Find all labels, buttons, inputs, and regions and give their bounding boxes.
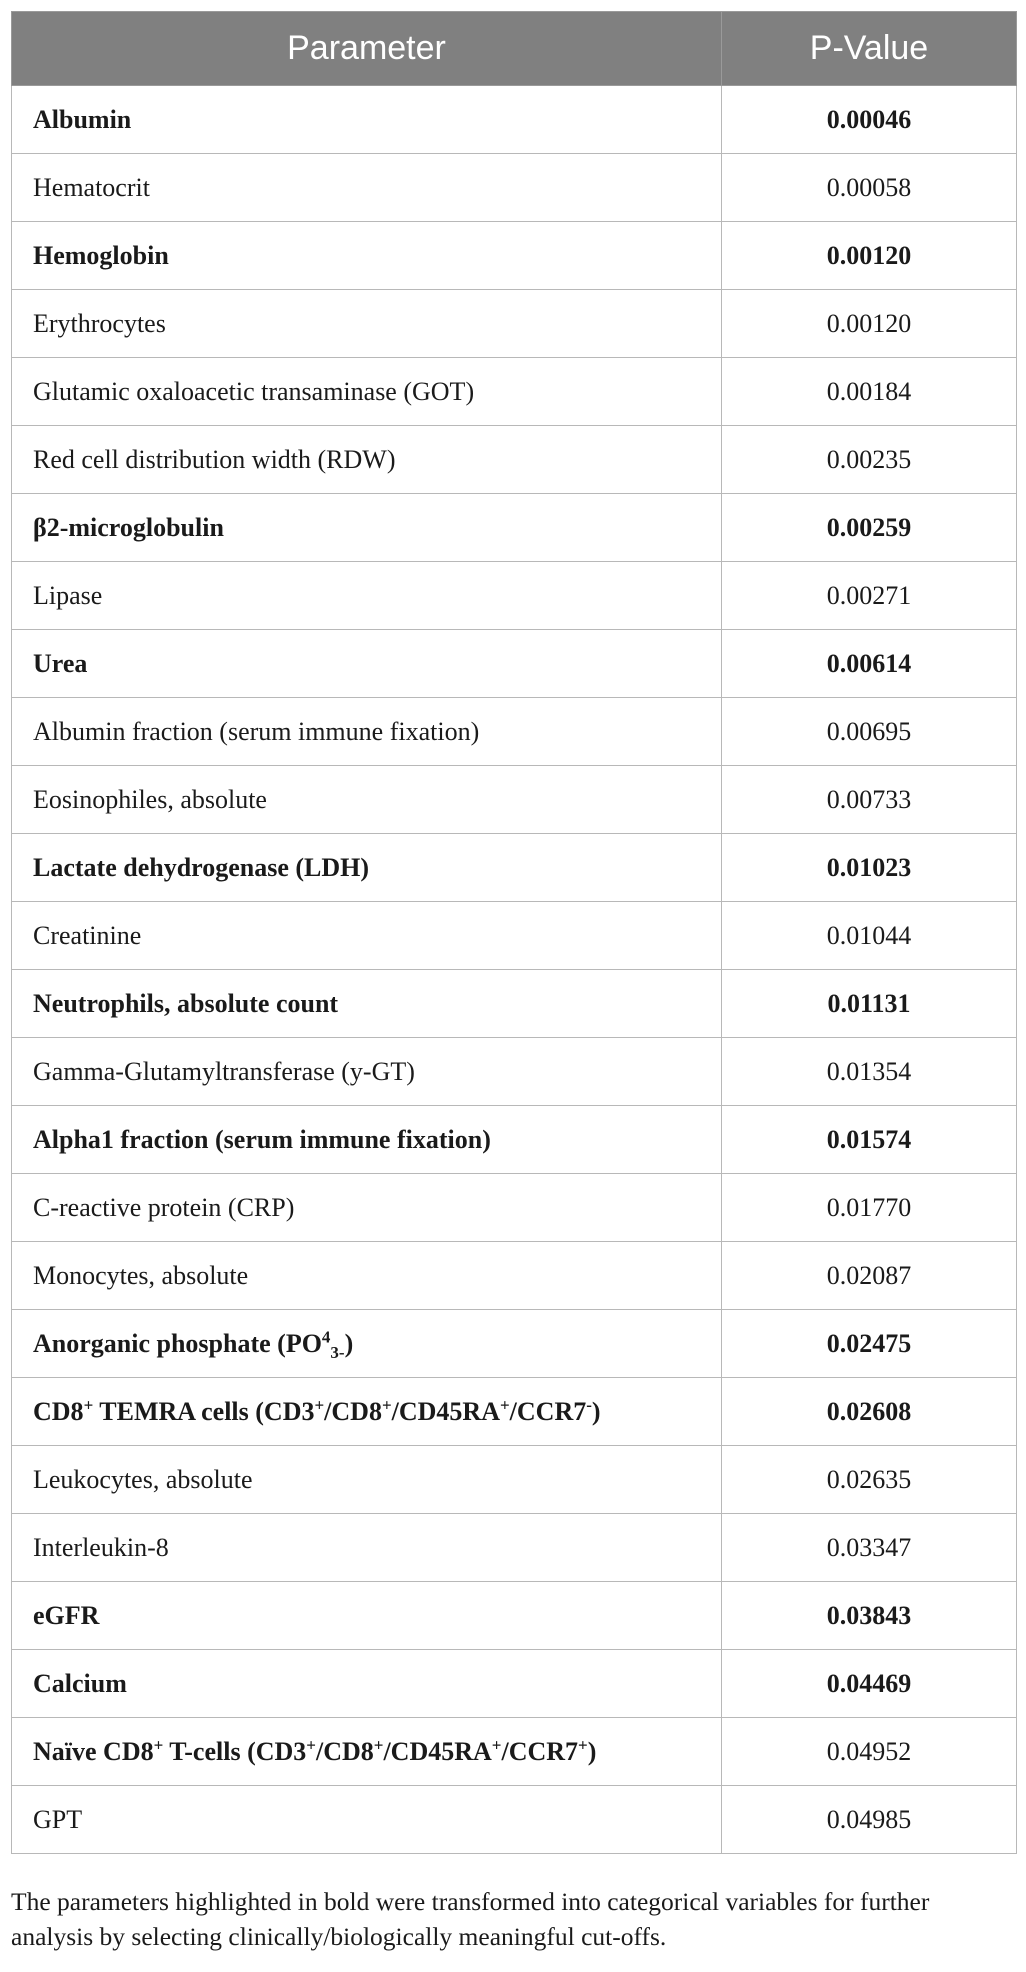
p-value-cell: 0.04985	[722, 1786, 1017, 1854]
table-row	[12, 1650, 1017, 1718]
p-value-cell: 0.01023	[722, 834, 1017, 902]
table-row	[12, 154, 1017, 222]
superscript: +	[381, 1394, 392, 1414]
parameter-cell: Urea	[12, 630, 722, 698]
parameter-cell: Red cell distribution width (RDW)	[12, 426, 722, 494]
superscript: -	[586, 1394, 592, 1414]
parameter-text: Naïve CD8	[33, 1736, 154, 1766]
parameter-column-header: Parameter	[12, 12, 722, 86]
parameter-cell	[12, 1718, 722, 1786]
parameter-text: /CD45RA	[383, 1736, 492, 1766]
parameter-cell: C-reactive protein (CRP)	[12, 1174, 722, 1242]
p-value-cell: 0.01770	[722, 1174, 1017, 1242]
table-row	[12, 970, 1017, 1038]
parameter-cell	[12, 1310, 722, 1378]
table-row	[12, 562, 1017, 630]
parameter-text: Anorganic phosphate (PO	[33, 1328, 322, 1358]
parameter-cell: Lipase	[12, 562, 722, 630]
parameter-cell: Albumin	[12, 86, 722, 154]
table-row	[12, 630, 1017, 698]
table-row	[12, 1718, 1017, 1786]
parameter-text: /CD8	[324, 1396, 382, 1426]
table-header-row	[12, 12, 1017, 86]
table-row	[12, 1514, 1017, 1582]
parameter-cell: eGFR	[12, 1582, 722, 1650]
p-value-cell: 0.02608	[722, 1378, 1017, 1446]
parameter-cell: Gamma-Glutamyltransferase (y-GT)	[12, 1038, 722, 1106]
p-value-table	[11, 11, 1017, 1854]
p-value-cell: 0.03843	[722, 1582, 1017, 1650]
table-row	[12, 1378, 1017, 1446]
table-row	[12, 766, 1017, 834]
p-value-cell: 0.00046	[722, 86, 1017, 154]
table-row	[12, 1786, 1017, 1854]
p-value-cell: 0.01354	[722, 1038, 1017, 1106]
superscript: +	[499, 1394, 510, 1414]
p-value-cell: 0.00058	[722, 154, 1017, 222]
parameter-text: TEMRA cells (CD3	[93, 1396, 315, 1426]
p-value-cell: 0.00184	[722, 358, 1017, 426]
parameter-text: )	[344, 1328, 354, 1358]
p-value-cell: 0.00733	[722, 766, 1017, 834]
parameter-cell: Lactate dehydrogenase (LDH)	[12, 834, 722, 902]
parameter-text: CD8	[33, 1396, 84, 1426]
subscript: 3-	[330, 1342, 345, 1362]
parameter-cell: Calcium	[12, 1650, 722, 1718]
table-row	[12, 86, 1017, 154]
table-row	[12, 1446, 1017, 1514]
table-row	[12, 1174, 1017, 1242]
p-value-cell: 0.04469	[722, 1650, 1017, 1718]
parameter-cell: Neutrophils, absolute count	[12, 970, 722, 1038]
p-value-column-header: P-Value	[722, 12, 1017, 86]
p-value-cell: 0.01044	[722, 902, 1017, 970]
superscript: +	[153, 1734, 164, 1754]
table-row	[12, 358, 1017, 426]
parameter-cell	[12, 1378, 722, 1446]
p-value-cell: 0.01574	[722, 1106, 1017, 1174]
parameter-cell: β2-microglobulin	[12, 494, 722, 562]
table-row	[12, 1038, 1017, 1106]
table-row	[12, 426, 1017, 494]
parameter-cell: Creatinine	[12, 902, 722, 970]
superscript: 4	[321, 1326, 331, 1346]
superscript: +	[314, 1394, 325, 1414]
superscript: +	[83, 1394, 94, 1414]
parameter-cell: Hemoglobin	[12, 222, 722, 290]
p-value-cell: 0.02635	[722, 1446, 1017, 1514]
table-row	[12, 290, 1017, 358]
superscript: +	[491, 1734, 502, 1754]
parameter-cell: Alpha1 fraction (serum immune fixation)	[12, 1106, 722, 1174]
p-value-cell: 0.00235	[722, 426, 1017, 494]
parameter-cell: Erythrocytes	[12, 290, 722, 358]
superscript: +	[578, 1734, 588, 1754]
table-row	[12, 1310, 1017, 1378]
p-value-cell: 0.00120	[722, 222, 1017, 290]
table-footnote: The parameters highlighted in bold were transformed into categorical variables for further analysis by selecting clinically/biologically meaningful cut-offs.	[11, 1887, 930, 1951]
p-value-cell: 0.00271	[722, 562, 1017, 630]
parameter-text: /CCR7	[509, 1396, 587, 1426]
superscript: +	[306, 1734, 316, 1754]
table-row	[12, 222, 1017, 290]
p-value-cell: 0.01131	[722, 970, 1017, 1038]
parameter-cell: Eosinophiles, absolute	[12, 766, 722, 834]
table-row	[12, 1242, 1017, 1310]
parameter-cell: Leukocytes, absolute	[12, 1446, 722, 1514]
p-value-cell: 0.02087	[722, 1242, 1017, 1310]
p-value-cell: 0.04952	[722, 1718, 1017, 1786]
p-value-cell: 0.00259	[722, 494, 1017, 562]
superscript: +	[373, 1734, 384, 1754]
parameter-cell: GPT	[12, 1786, 722, 1854]
parameter-text: )	[591, 1396, 601, 1426]
parameter-cell: Albumin fraction (serum immune fixation)	[12, 698, 722, 766]
p-value-cell: 0.02475	[722, 1310, 1017, 1378]
table-row	[12, 1582, 1017, 1650]
table-row	[12, 834, 1017, 902]
parameter-cell: Interleukin-8	[12, 1514, 722, 1582]
parameter-text: /CD45RA	[391, 1396, 500, 1426]
parameter-cell: Glutamic oxaloacetic transaminase (GOT)	[12, 358, 722, 426]
table-row	[12, 698, 1017, 766]
table-row	[12, 902, 1017, 970]
p-value-cell: 0.00695	[722, 698, 1017, 766]
parameter-cell: Monocytes, absolute	[12, 1242, 722, 1310]
p-value-cell: 0.03347	[722, 1514, 1017, 1582]
p-value-cell: 0.00614	[722, 630, 1017, 698]
results-table-container	[11, 11, 1016, 1854]
parameter-text: /CD8	[315, 1736, 374, 1766]
parameter-cell: Hematocrit	[12, 154, 722, 222]
table-row	[12, 494, 1017, 562]
parameter-text: /CCR7	[501, 1736, 579, 1766]
p-value-cell: 0.00120	[722, 290, 1017, 358]
table-row	[12, 1106, 1017, 1174]
parameter-text: )	[587, 1736, 597, 1766]
parameter-text: T-cells (CD3	[163, 1736, 307, 1766]
